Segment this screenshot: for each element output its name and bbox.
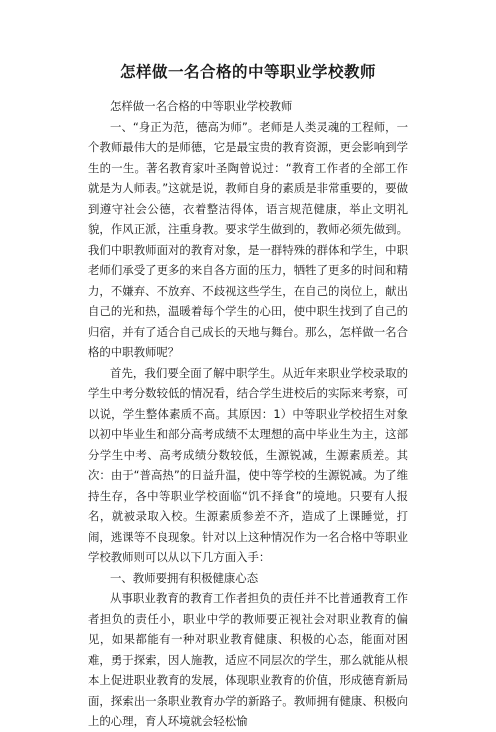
document-title: 怎样做一名合格的中等职业学校教师 bbox=[119, 63, 376, 81]
paragraph-subtitle: 怎样做一名合格的中等职业学校教师 bbox=[110, 99, 293, 113]
paragraph-1: 一、“身正为范，德高为师”。老师是人类灵魂的工程师，一个教师最伟大的是师德，它是最宝贵的教育资源，更会影响到学生的一生。著名教育家叶圣陶曾说过：“教育工作者的全部工作就是为人师表。”这就是说，教师自身的素质是非常重要的，要做到遵守社会公德，衣着整洁得体，语言规范健康，举止文明礼貌，作风正派，注重身教。要求学生做到的，教师必须先做到。我们中职教师面对的教育对象，是一群特殊的群体和学生，中职老师们承受了更多的来自各方面的压力，牺牲了更多的时间和精力，不嫌弃、不放弃、不歧视这些学生，在自己的岗位上，献出自己的光和热，温暖着每个学生的心田，使中职生找到了自己的归宿，并有了适合自己成长的天地与舞台。那么，怎样做一名合格的中职教师呢？ bbox=[88, 119, 408, 359]
section-heading: 一、教师要拥有积极健康心态 bbox=[110, 570, 259, 585]
document-body bbox=[88, 96, 408, 732]
paragraph-3: 从事职业教育的教育工作者担负的责任并不比普通教育工作者担负的责任小，职业中学的教师要正视社会对职业教育的偏见，如果都能有一种对职业教育健康、积极的心态，能面对困难，勇于探索，因人施教，适应不同层次的学生，那么就能从根本上促进职业教育的发展，体现职业教育的价值，形成德育新局面，探索出一条职业教育办学的新路子。教师拥有健康、积极向上的心理，育人环境就会轻松愉 bbox=[88, 591, 408, 728]
paragraph-2: 首先，我们要全面了解中职学生。从近年来职业学校录取的学生中考分数较低的情况看，结合学生进校后的实际来考察，可以说，学生整体素质不高。其原因：1）中等职业学校招生对象以初中毕业生和部分高考成绩不太理想的高中毕业生为主，这部分学生中考、高考成绩分数较低，生源锐减，生源素质差。其次：由于“普高热”的日益升温，使中等学校的生源锐减。为了维持生存，各中等职业学校面临“饥不择食”的境地。只要有人报名，就被录取入校。生源素质参差不齐，造成了上课睡觉，打闹，逃课等不良现象。针对以上这种情况作为一名合格中等职业学校教师则可以从以下几方面入手： bbox=[88, 365, 408, 564]
